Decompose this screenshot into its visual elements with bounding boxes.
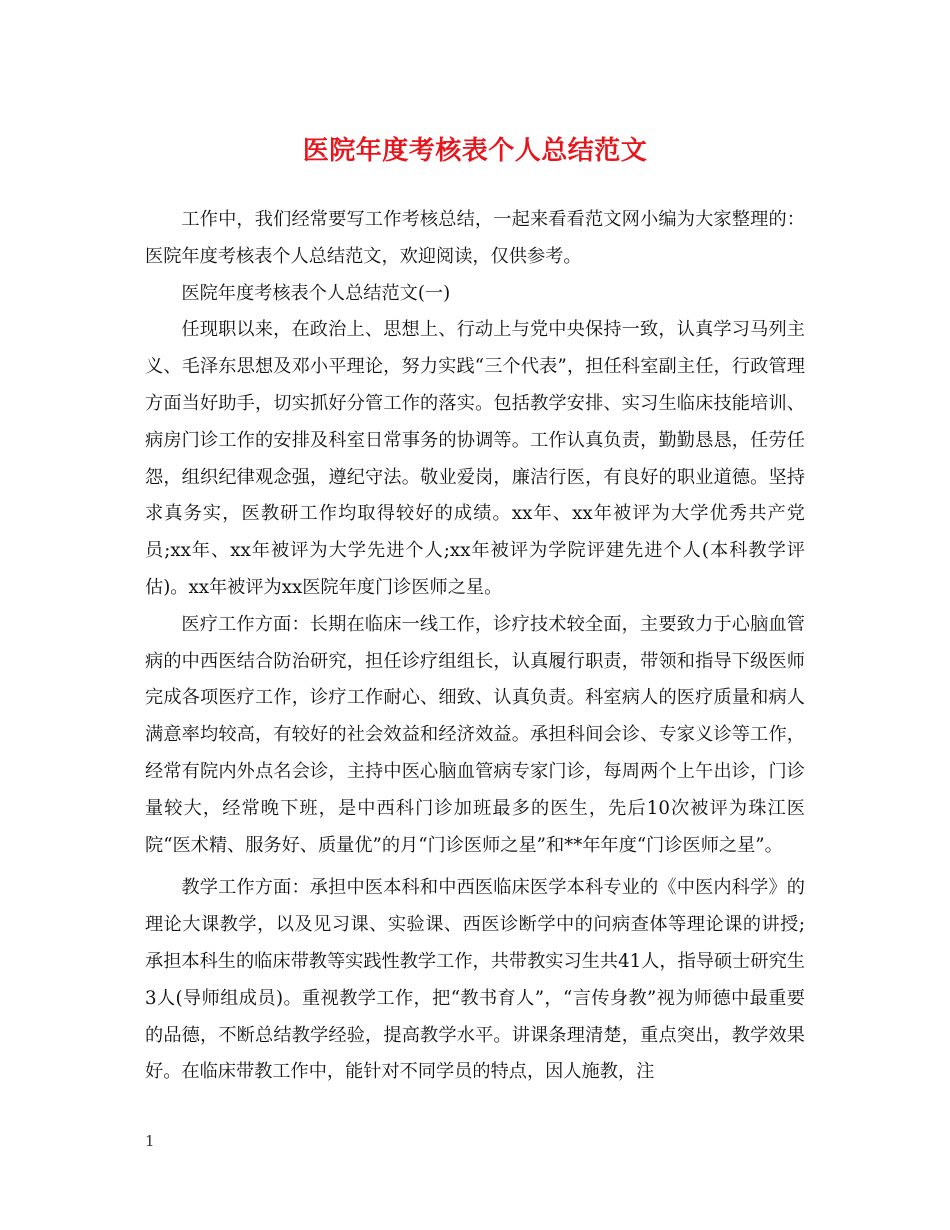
- body-paragraph-career: 任现职以来，在政治上、思想上、行动上与党中央保持一致，认真学习马列主义、毛泽东思想及邓小平理论，努力实践“三个代表”，担任科室副主任，行政管理方面当好助手，切实抓好分管工作的落实。包括教学安排、实习生临床技能培训、病房门诊工作的安排及科室日常事务的协调等。工作认真负责，勤勤恳恳，任劳任怨，组织纪律观念强，遵纪守法。敬业爱岗，廉洁行医，有良好的职业道德。坚持求真务实，医教研工作均取得较好的成绩。xx年、xx年被评为大学优秀共产党员;xx年、xx年被评为大学先进个人;xx年被评为学院评建先进个人(本科教学评估)。xx年被评为xx医院年度门诊医师之星。: [145, 319, 805, 598]
- document-body: [145, 202, 805, 1091]
- document-title: 医院年度考核表个人总结范文: [302, 136, 648, 166]
- section-heading: 医院年度考核表个人总结范文(一): [181, 282, 451, 304]
- body-paragraph-teaching: 教学工作方面：承担中医本科和中西医临床医学本科专业的《中医内科学》的理论大课教学，以及见习课、实验课、西医诊断学中的问病查体等理论课的讲授;承担本科生的临床带教等实践性教学工作，共带教实习生共41人，指导硕士研究生3人(导师组成员)。重视教学工作，把“教书育人”，“言传身教”视为师德中最重要的品德，不断总结教学经验，提高教学水平。讲课条理清楚，重点突出，教学效果好。在临床带教工作中，能针对不同学员的特点，因人施教，注: [145, 877, 805, 1083]
- intro-paragraph: 工作中，我们经常要写工作考核总结，一起来看看范文网小编为大家整理的：医院年度考核表个人总结范文，欢迎阅读，仅供参考。: [145, 209, 805, 267]
- page-number: 1: [145, 1132, 155, 1150]
- body-paragraph-medical: 医疗工作方面：长期在临床一线工作，诊疗技术较全面，主要致力于心脑血管病的中西医结合防治研究，担任诊疗组组长，认真履行职责，带领和指导下级医师完成各项医疗工作，诊疗工作耐心、细致、认真负责。科室病人的医疗质量和病人满意率均较高，有较好的社会效益和经济效益。承担科间会诊、专家义诊等工作，经常有院内外点名会诊，主持中医心脑血管病专家门诊，每周两个上午出诊，门诊量较大，经常晚下班，是中西科门诊加班最多的医生，先后10次被评为珠江医院“医术精、服务好、质量优”的月“门诊医师之星”和**年年度“门诊医师之星”。: [145, 613, 805, 856]
